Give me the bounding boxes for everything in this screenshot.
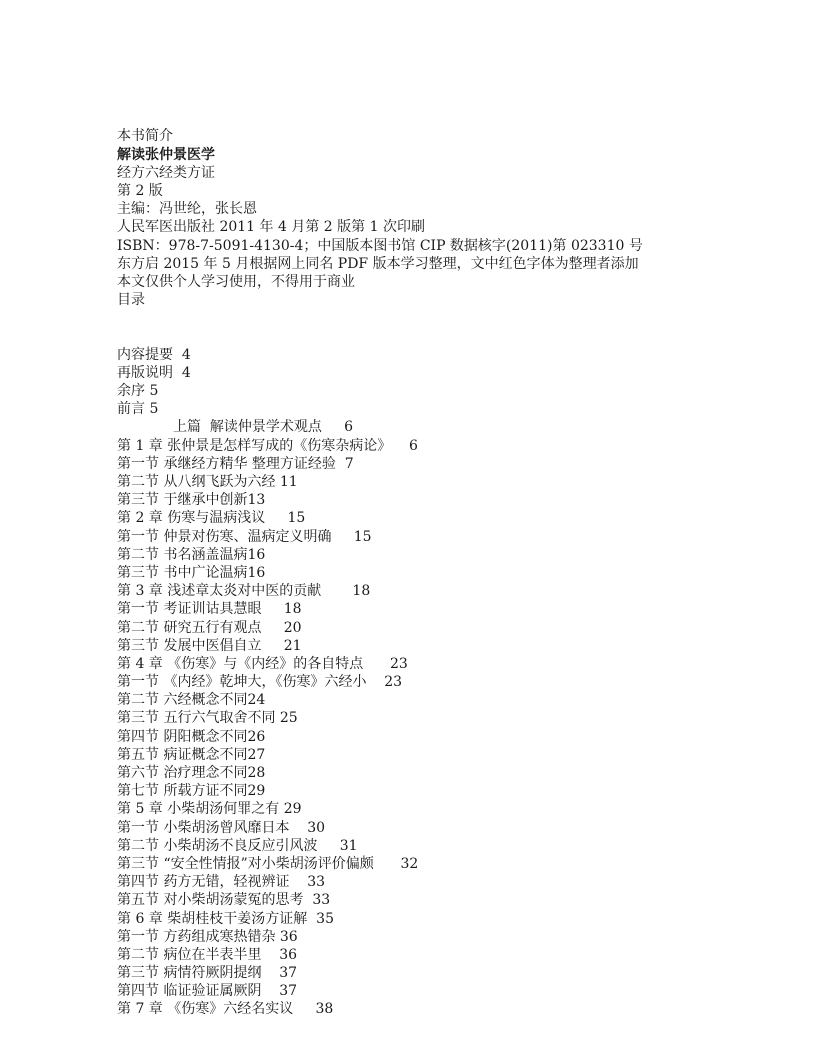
intro-block <box>117 127 717 309</box>
doc-line: 第二节 研究五行有观点 20 <box>117 619 302 636</box>
doc-line: 第一节 承继经方精华 整理方证经验 7 <box>117 455 354 472</box>
doc-line: 解读张仲景医学 <box>117 146 215 163</box>
doc-line: 前言 5 <box>117 401 159 418</box>
doc-line: 第二节 病位在半表半里 36 <box>117 946 298 963</box>
doc-line: 第五节 病证概念不同27 <box>117 746 266 763</box>
doc-line: 第二节 从八纲飞跃为六经 11 <box>117 474 298 490</box>
doc-line: 第一节 考证训诂具慧眼 18 <box>117 601 302 618</box>
doc-line: 第一节 小柴胡汤曾风靡日本 30 <box>117 819 326 836</box>
doc-line: 第二节 小柴胡汤不良反应引风波 31 <box>117 837 358 854</box>
doc-line: 第 2 版 <box>117 182 163 199</box>
doc-line: 本文仅供个人学习使用，不得用于商业 <box>117 273 355 290</box>
doc-line: 第 2 章 伤寒与温病浅议 15 <box>117 510 306 527</box>
doc-line: 第七节 所载方证不同29 <box>117 783 266 800</box>
doc-line: 第六节 治疗理念不同28 <box>117 765 266 781</box>
doc-line: 第三节 发展中医倡自立 21 <box>117 637 302 654</box>
doc-line: 第二节 六经概念不同24 <box>117 692 266 709</box>
doc-line: ISBN：978-7-5091-4130-4；中国版本图书馆 CIP 数据核字(2011)第 023310 号 <box>117 237 643 254</box>
doc-line: 余序 5 <box>117 383 159 400</box>
doc-line: 本书简介 <box>117 128 173 145</box>
doc-line: 第三节 病情符厥阴提纲 37 <box>117 965 298 982</box>
doc-line: 第三节 于继承中创新13 <box>117 492 266 509</box>
doc-line: 经方六经类方证 <box>117 164 215 181</box>
doc-line: 内容提要 4 <box>117 346 191 363</box>
doc-line: 第四节 药方无错，轻视辨证 33 <box>117 874 326 891</box>
doc-line: 目录 <box>117 292 145 309</box>
doc-line: 第 7 章 《伤寒》六经名实议 38 <box>117 1001 334 1018</box>
doc-line: 第一节 仲景对伤寒、温病定义明确 15 <box>117 528 372 545</box>
doc-line: 第 6 章 柴胡桂枝干姜汤方证解 35 <box>117 910 334 927</box>
doc-line: 第四节 阴阳概念不同26 <box>117 728 266 745</box>
doc-line: 第 4 章 《伤寒》与《内经》的各自特点 23 <box>117 655 408 672</box>
doc-line: 第四节 临证验证属厥阴 37 <box>117 983 298 1000</box>
doc-line: 第三节 书中广论温病16 <box>117 564 266 581</box>
doc-line: 第 3 章 浅述章太炎对中医的贡献 18 <box>117 583 371 600</box>
document-content <box>117 91 717 1055</box>
doc-line: 第一节 方药组成寒热错杂 36 <box>117 928 298 945</box>
doc-line: 第五节 对小柴胡汤蒙冤的思考 33 <box>117 892 331 909</box>
doc-line: 人民军医出版社 2011 年 4 月第 2 版第 1 次印刷 <box>117 219 425 236</box>
doc-line: 主编：冯世纶，张长恩 <box>117 201 257 218</box>
doc-line: 上篇 解读仲景学术观点 6 <box>173 419 354 436</box>
doc-line: 第 1 章 张仲景是怎样写成的《伤寒杂病论》 6 <box>117 437 418 454</box>
doc-line: 第二节 书名涵盖温病16 <box>117 546 266 563</box>
doc-line: 第三节 “安全性情报”对小柴胡汤评价偏颇 32 <box>117 855 419 872</box>
doc-line: 第三节 五行六气取舍不同 25 <box>117 710 298 727</box>
doc-line: 第一节 《内经》乾坤大，《伤寒》六经小 23 <box>117 674 403 691</box>
doc-line: 第 5 章 小柴胡汤何罪之有 29 <box>117 801 302 818</box>
toc-block <box>117 346 717 1019</box>
doc-line: 再版说明 4 <box>117 364 191 381</box>
doc-line: 东方启 2015 年 5 月根据网上同名 PDF 版本学习整理，文中红色字体为整理者添加 <box>117 255 639 272</box>
